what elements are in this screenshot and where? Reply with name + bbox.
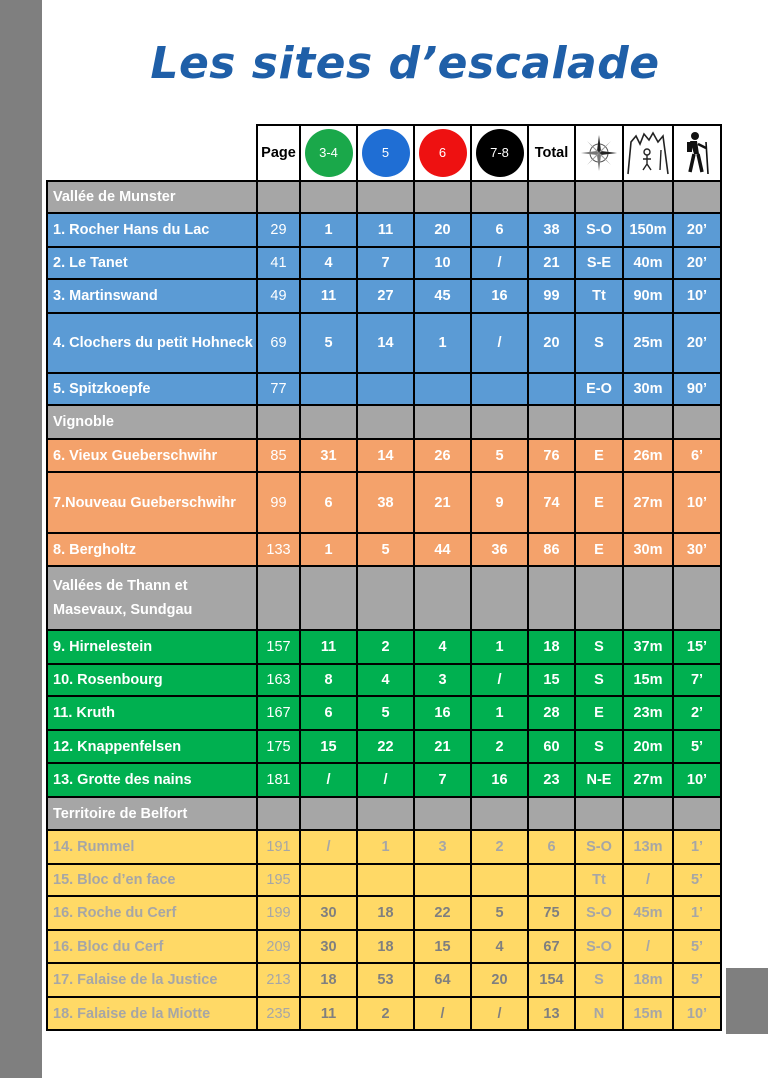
section-label: Territoire de Belfort: [47, 797, 257, 830]
site-name: 4. Clochers du petit Hohneck: [47, 313, 257, 373]
height-cell: 26m: [623, 439, 673, 472]
orientation-cell: S-E: [575, 247, 623, 279]
approach-cell: 10’: [673, 997, 721, 1030]
section-empty-cell: [357, 405, 414, 439]
grade-3-4-cell: 11: [300, 997, 357, 1030]
hiker-icon: [680, 130, 714, 176]
height-cell: 37m: [623, 630, 673, 664]
section-label: Vallée de Munster: [47, 181, 257, 213]
approach-cell: 1’: [673, 830, 721, 864]
section-empty-cell: [257, 405, 300, 439]
height-cell: /: [623, 930, 673, 963]
table-row: [47, 472, 721, 533]
height-cell: 27m: [623, 472, 673, 533]
total-cell: 23: [528, 763, 575, 797]
page-cell: 213: [257, 963, 300, 997]
table-row: [47, 864, 721, 896]
total-cell: 99: [528, 279, 575, 313]
orientation-cell: N: [575, 997, 623, 1030]
height-cell: 15m: [623, 664, 673, 696]
table-row: [47, 533, 721, 566]
page-cell: 167: [257, 696, 300, 730]
total-cell: 21: [528, 247, 575, 279]
section-empty-cell: [673, 181, 721, 213]
grade-6-cell: 3: [414, 664, 471, 696]
total-cell: 67: [528, 930, 575, 963]
grade-6-cell: 45: [414, 279, 471, 313]
rock-cliff-icon: [625, 130, 671, 176]
grade-6-cell: 10: [414, 247, 471, 279]
site-name: 11. Kruth: [47, 696, 257, 730]
grade-6-cell: 21: [414, 730, 471, 763]
grade-6-cell: 20: [414, 213, 471, 247]
table-row: [47, 213, 721, 247]
table-row: [47, 930, 721, 963]
section-empty-cell: [257, 181, 300, 213]
approach-cell: 20’: [673, 213, 721, 247]
grade-5-cell: 14: [357, 313, 414, 373]
orientation-cell: N-E: [575, 763, 623, 797]
grade-3-4-cell: 11: [300, 279, 357, 313]
page-cell: 181: [257, 763, 300, 797]
height-cell: 20m: [623, 730, 673, 763]
grade-6-cell: 26: [414, 439, 471, 472]
section-empty-cell: [414, 181, 471, 213]
page-cell: 49: [257, 279, 300, 313]
approach-cell: 5’: [673, 730, 721, 763]
section-empty-cell: [623, 797, 673, 830]
section-empty-cell: [257, 566, 300, 630]
header-grade-6: [414, 125, 471, 181]
grade-7-8-cell: /: [471, 247, 528, 279]
grade-5-cell: 5: [357, 696, 414, 730]
compass-icon: [578, 132, 620, 174]
section-empty-cell: [414, 797, 471, 830]
section-header-row: [47, 566, 721, 630]
header-height: [623, 125, 673, 181]
total-cell: 60: [528, 730, 575, 763]
header-total: Total: [528, 125, 575, 181]
grade-7-8-cell: 5: [471, 439, 528, 472]
header-orientation: [575, 125, 623, 181]
table-row: [47, 896, 721, 930]
site-name: 14. Rummel: [47, 830, 257, 864]
grade-7-8-cell: /: [471, 664, 528, 696]
grade-5-cell: 53: [357, 963, 414, 997]
site-name: 7.Nouveau Gueberschwihr: [47, 472, 257, 533]
orientation-cell: S: [575, 730, 623, 763]
section-empty-cell: [623, 181, 673, 213]
grade-3-4-cell: 5: [300, 313, 357, 373]
table-row: [47, 763, 721, 797]
section-empty-cell: [357, 797, 414, 830]
height-cell: 27m: [623, 763, 673, 797]
table-row: [47, 630, 721, 664]
grade-6-cell: 7: [414, 763, 471, 797]
grade-6-cell: [414, 864, 471, 896]
page-cell: 29: [257, 213, 300, 247]
grade-3-4-cell: 1: [300, 533, 357, 566]
height-cell: 25m: [623, 313, 673, 373]
grade-5-cell: 11: [357, 213, 414, 247]
section-empty-cell: [471, 566, 528, 630]
site-name: 12. Knappenfelsen: [47, 730, 257, 763]
approach-cell: 20’: [673, 247, 721, 279]
total-cell: 18: [528, 630, 575, 664]
orientation-cell: Tt: [575, 279, 623, 313]
grade-7-8-cell: 2: [471, 730, 528, 763]
orientation-cell: S-O: [575, 896, 623, 930]
grade-7-8-cell: 4: [471, 930, 528, 963]
grade-3-4-cell: 1: [300, 213, 357, 247]
site-name: 10. Rosenbourg: [47, 664, 257, 696]
section-empty-cell: [357, 566, 414, 630]
site-name: 1. Rocher Hans du Lac: [47, 213, 257, 247]
orientation-cell: Tt: [575, 864, 623, 896]
site-name: 18. Falaise de la Miotte: [47, 997, 257, 1030]
page-cell: 69: [257, 313, 300, 373]
orientation-cell: S: [575, 963, 623, 997]
orientation-cell: E: [575, 472, 623, 533]
grade-7-8-cell: [471, 864, 528, 896]
table-row: [47, 373, 721, 405]
approach-cell: 1’: [673, 896, 721, 930]
grade-7-8-cell: 16: [471, 279, 528, 313]
page-cell: 41: [257, 247, 300, 279]
header-grade-3-4: [300, 125, 357, 181]
orientation-cell: S-O: [575, 213, 623, 247]
header-page: Page: [257, 125, 300, 181]
page-cell: 133: [257, 533, 300, 566]
grade-7-8-cell: 2: [471, 830, 528, 864]
page-cell: 209: [257, 930, 300, 963]
page-cell: 163: [257, 664, 300, 696]
grade-5-cell: 38: [357, 472, 414, 533]
grade-5-cell: 27: [357, 279, 414, 313]
table-row: [47, 664, 721, 696]
table-row: [47, 696, 721, 730]
grade-6-cell: 15: [414, 930, 471, 963]
grade-3-4-cell: 8: [300, 664, 357, 696]
page-cell: 157: [257, 630, 300, 664]
grade-3-4-cell: 6: [300, 696, 357, 730]
orientation-cell: S: [575, 664, 623, 696]
page-cell: 85: [257, 439, 300, 472]
grade-3-4-cell: /: [300, 830, 357, 864]
section-empty-cell: [623, 405, 673, 439]
grade-3-4-cell: 11: [300, 630, 357, 664]
header-approach: [673, 125, 721, 181]
site-name: 16. Bloc du Cerf: [47, 930, 257, 963]
approach-cell: 2’: [673, 696, 721, 730]
page-cell: 199: [257, 896, 300, 930]
grade-6-cell: 22: [414, 896, 471, 930]
site-name: 13. Grotte des nains: [47, 763, 257, 797]
header-grade-5: [357, 125, 414, 181]
approach-cell: 5’: [673, 864, 721, 896]
section-empty-cell: [257, 797, 300, 830]
grade-5-cell: [357, 864, 414, 896]
page-cell: 99: [257, 472, 300, 533]
table-row: [47, 247, 721, 279]
grade-6-cell: 64: [414, 963, 471, 997]
section-empty-cell: [575, 405, 623, 439]
grade-6-cell: 3: [414, 830, 471, 864]
section-empty-cell: [528, 181, 575, 213]
climbing-sites-table: [46, 124, 722, 1031]
total-cell: 86: [528, 533, 575, 566]
site-name: 9. Hirnelestein: [47, 630, 257, 664]
section-empty-cell: [673, 797, 721, 830]
section-empty-cell: [528, 797, 575, 830]
section-empty-cell: [575, 566, 623, 630]
section-empty-cell: [471, 797, 528, 830]
grade-7-8-cell: 6: [471, 213, 528, 247]
header-row: [47, 125, 721, 181]
grade-6-cell: 4: [414, 630, 471, 664]
section-empty-cell: [623, 566, 673, 630]
grade-circle-3-4: 3-4: [305, 129, 353, 177]
section-empty-cell: [575, 797, 623, 830]
grade-5-cell: 14: [357, 439, 414, 472]
section-empty-cell: [528, 405, 575, 439]
page-cell: 195: [257, 864, 300, 896]
grade-3-4-cell: 4: [300, 247, 357, 279]
total-cell: [528, 373, 575, 405]
section-empty-cell: [414, 566, 471, 630]
page-cell: 235: [257, 997, 300, 1030]
grade-6-cell: [414, 373, 471, 405]
orientation-cell: E: [575, 533, 623, 566]
height-cell: 13m: [623, 830, 673, 864]
grade-7-8-cell: 5: [471, 896, 528, 930]
approach-cell: 5’: [673, 930, 721, 963]
grade-3-4-cell: 18: [300, 963, 357, 997]
approach-cell: 5’: [673, 963, 721, 997]
total-cell: 13: [528, 997, 575, 1030]
site-name: 15. Bloc d’en face: [47, 864, 257, 896]
grade-3-4-cell: 6: [300, 472, 357, 533]
grade-3-4-cell: [300, 864, 357, 896]
grade-3-4-cell: 30: [300, 896, 357, 930]
grade-6-cell: 44: [414, 533, 471, 566]
section-empty-cell: [300, 566, 357, 630]
total-cell: 76: [528, 439, 575, 472]
approach-cell: 10’: [673, 279, 721, 313]
total-cell: 20: [528, 313, 575, 373]
height-cell: 45m: [623, 896, 673, 930]
header-blank: [47, 125, 257, 181]
section-empty-cell: [471, 405, 528, 439]
orientation-cell: S-O: [575, 830, 623, 864]
grade-circle-6: 6: [419, 129, 467, 177]
approach-cell: 15’: [673, 630, 721, 664]
section-header-row: [47, 797, 721, 830]
approach-cell: 10’: [673, 472, 721, 533]
section-label: Vignoble: [47, 405, 257, 439]
grade-5-cell: [357, 373, 414, 405]
site-name: 2. Le Tanet: [47, 247, 257, 279]
total-cell: 154: [528, 963, 575, 997]
table-row: [47, 830, 721, 864]
page-title: Les sites d’escalade: [150, 38, 660, 89]
total-cell: 15: [528, 664, 575, 696]
grade-6-cell: /: [414, 997, 471, 1030]
site-name: 17. Falaise de la Justice: [47, 963, 257, 997]
height-cell: 30m: [623, 373, 673, 405]
orientation-cell: S-O: [575, 930, 623, 963]
orientation-cell: E: [575, 696, 623, 730]
grade-5-cell: 7: [357, 247, 414, 279]
approach-cell: 90’: [673, 373, 721, 405]
grade-6-cell: 16: [414, 696, 471, 730]
height-cell: 18m: [623, 963, 673, 997]
page-cell: 191: [257, 830, 300, 864]
approach-cell: 10’: [673, 763, 721, 797]
grade-7-8-cell: [471, 373, 528, 405]
grade-3-4-cell: 31: [300, 439, 357, 472]
grade-3-4-cell: /: [300, 763, 357, 797]
grade-7-8-cell: 1: [471, 630, 528, 664]
grade-5-cell: 2: [357, 997, 414, 1030]
grade-5-cell: 22: [357, 730, 414, 763]
height-cell: 150m: [623, 213, 673, 247]
approach-cell: 6’: [673, 439, 721, 472]
grade-3-4-cell: [300, 373, 357, 405]
right-page-tab: [726, 968, 768, 1034]
table-row: [47, 997, 721, 1030]
table-row: [47, 963, 721, 997]
table-row: [47, 313, 721, 373]
orientation-cell: S: [575, 630, 623, 664]
section-header-row: [47, 405, 721, 439]
approach-cell: 7’: [673, 664, 721, 696]
grade-5-cell: 18: [357, 930, 414, 963]
grade-5-cell: 2: [357, 630, 414, 664]
orientation-cell: E-O: [575, 373, 623, 405]
section-label: Vallées de Thann et Masevaux, Sundgau: [47, 566, 257, 630]
approach-cell: 30’: [673, 533, 721, 566]
header-grade-7-8: [471, 125, 528, 181]
table-row: [47, 279, 721, 313]
table-row: [47, 439, 721, 472]
left-margin-strip: [0, 0, 42, 1078]
section-empty-cell: [300, 181, 357, 213]
page-cell: 77: [257, 373, 300, 405]
total-cell: 75: [528, 896, 575, 930]
section-empty-cell: [300, 797, 357, 830]
section-empty-cell: [673, 405, 721, 439]
approach-cell: 20’: [673, 313, 721, 373]
grade-5-cell: 1: [357, 830, 414, 864]
site-name: 3. Martinswand: [47, 279, 257, 313]
site-name: 5. Spitzkoepfe: [47, 373, 257, 405]
section-empty-cell: [414, 405, 471, 439]
grade-7-8-cell: 36: [471, 533, 528, 566]
height-cell: /: [623, 864, 673, 896]
orientation-cell: E: [575, 439, 623, 472]
orientation-cell: S: [575, 313, 623, 373]
grade-7-8-cell: /: [471, 997, 528, 1030]
grade-3-4-cell: 15: [300, 730, 357, 763]
section-empty-cell: [575, 181, 623, 213]
section-empty-cell: [673, 566, 721, 630]
section-empty-cell: [471, 181, 528, 213]
grade-5-cell: 4: [357, 664, 414, 696]
height-cell: 90m: [623, 279, 673, 313]
total-cell: 74: [528, 472, 575, 533]
grade-7-8-cell: 16: [471, 763, 528, 797]
grade-7-8-cell: 20: [471, 963, 528, 997]
total-cell: 6: [528, 830, 575, 864]
height-cell: 15m: [623, 997, 673, 1030]
grade-5-cell: 5: [357, 533, 414, 566]
section-empty-cell: [300, 405, 357, 439]
table-row: [47, 730, 721, 763]
section-empty-cell: [528, 566, 575, 630]
grade-6-cell: 1: [414, 313, 471, 373]
grade-circle-5: 5: [362, 129, 410, 177]
site-name: 16. Roche du Cerf: [47, 896, 257, 930]
total-cell: 28: [528, 696, 575, 730]
total-cell: 38: [528, 213, 575, 247]
grade-5-cell: /: [357, 763, 414, 797]
grade-3-4-cell: 30: [300, 930, 357, 963]
site-name: 6. Vieux Gueberschwihr: [47, 439, 257, 472]
page-cell: 175: [257, 730, 300, 763]
section-empty-cell: [357, 181, 414, 213]
grade-6-cell: 21: [414, 472, 471, 533]
grade-7-8-cell: 9: [471, 472, 528, 533]
grade-5-cell: 18: [357, 896, 414, 930]
site-name: 8. Bergholtz: [47, 533, 257, 566]
height-cell: 23m: [623, 696, 673, 730]
grade-7-8-cell: 1: [471, 696, 528, 730]
section-header-row: [47, 181, 721, 213]
total-cell: [528, 864, 575, 896]
grade-circle-7-8: 7-8: [476, 129, 524, 177]
height-cell: 40m: [623, 247, 673, 279]
height-cell: 30m: [623, 533, 673, 566]
grade-7-8-cell: /: [471, 313, 528, 373]
